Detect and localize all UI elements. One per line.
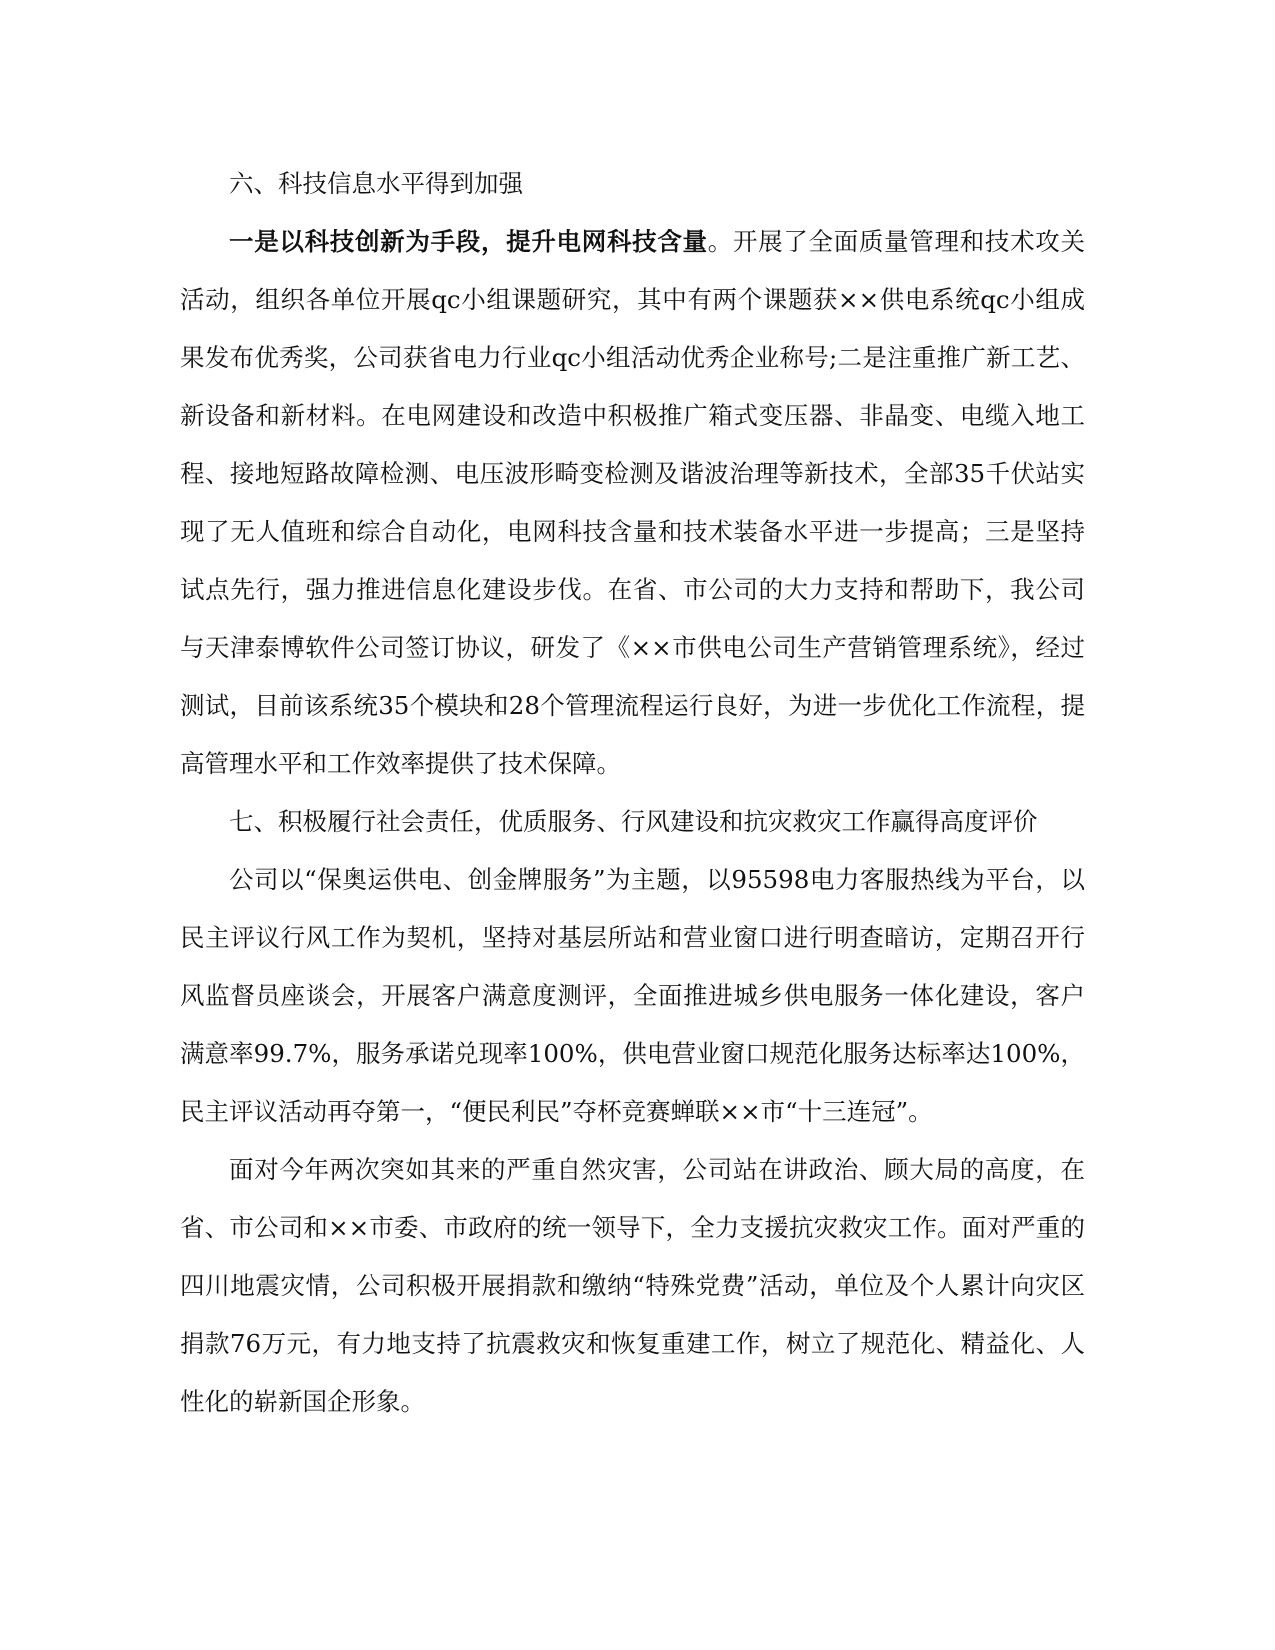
section-6-bold-lead: 一是以科技创新为手段，提升电网科技含量 [229,227,708,256]
section-6-paragraph [180,213,1085,793]
section-6-body-text: 。开展了全面质量管理和技术攻关活动，组织各单位开展qc小组课题研究，其中有两个课题获××供电系统qc小组成果发布优秀奖，公司获省电力行业qc小组活动优秀企业称号;二是注重推广新工艺、新设备和新材料。在电网建设和改造中积极推广箱式变压器、非晶变、电缆入地工程、接地短路故障检测、电压波形畸变检测及谐波治理等新技术，全部35千伏站实现了无人值班和综合自动化，电网科技含量和技术装备水平进一步提高；三是坚持试点先行，强力推进信息化建设步伐。在省、市公司的大力支持和帮助下，我公司与天津泰博软件公司签订协议，研发了《××市供电公司生产营销管理系统》，经过测试，目前该系统35个模块和28个管理流程运行良好，为进一步优化工作流程，提高管理水平和工作效率提供了技术保障。 [180,227,1086,778]
document-page [180,155,1085,1431]
section-7-paragraph-1: 公司以“保奥运供电、创金牌服务”为主题，以95598电力客服热线为平台，以民主评议行风工作为契机，坚持对基层所站和营业窗口进行明查暗访，定期召开行风监督员座谈会，开展客户满意度测评，全面推进城乡供电服务一体化建设，客户满意率99.7%，服务承诺兑现率100%，供电营业窗口规范化服务达标率达100%，民主评议活动再夺第一，“便民利民”夺杯竞赛蝉联××市“十三连冠”。 [180,865,1085,1126]
section-heading-6: 六、科技信息水平得到加强 [229,169,523,198]
section-7-paragraph-2: 面对今年两次突如其来的严重自然灾害，公司站在讲政治、顾大局的高度，在省、市公司和××市委、市政府的统一领导下，全力支援抗灾救灾工作。面对严重的四川地震灾情，公司积极开展捐款和缴纳“特殊党费”活动，单位及个人累计向灾区捐款76万元，有力地支持了抗震救灾和恢复重建工作，树立了规范化、精益化、人性化的崭新国企形象。 [180,1155,1085,1416]
section-heading-7: 七、积极履行社会责任，优质服务、行风建设和抗灾救灾工作赢得高度评价 [229,807,1038,836]
